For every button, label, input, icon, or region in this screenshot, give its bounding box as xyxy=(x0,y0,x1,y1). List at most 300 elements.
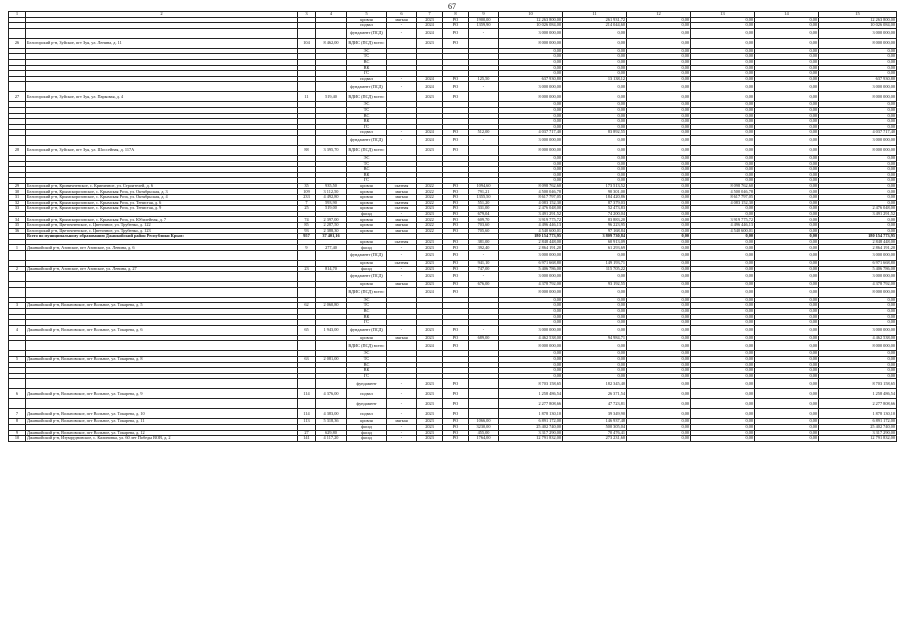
table-cell: 0,00 xyxy=(755,325,819,335)
table-cell: РО xyxy=(443,389,469,399)
table-row xyxy=(9,287,897,297)
table-cell: 0,00 xyxy=(627,17,691,23)
table-cell xyxy=(316,399,347,409)
table-cell: Белогорский р-н, Зуйское, пгт Зуя, ул. Ленина, д. 11 xyxy=(26,38,298,48)
table-cell: РО xyxy=(443,341,469,351)
table-cell: фундамент xyxy=(347,399,387,409)
table-cell: ВС xyxy=(347,167,387,173)
table-cell: - xyxy=(387,130,417,136)
table-cell: 182 345,40 xyxy=(563,379,627,389)
table-cell: 0,00 xyxy=(563,351,627,357)
table-cell: 3230,00 xyxy=(469,424,499,430)
table-cell: 0,00 xyxy=(755,272,819,282)
table-cell: 2023 xyxy=(417,261,443,267)
table-cell: 0,00 xyxy=(627,239,691,245)
table-cell: 0,00 xyxy=(691,308,755,314)
table-cell: 4 540 600,01 xyxy=(691,228,755,234)
table-cell: 0,00 xyxy=(819,195,897,201)
table-cell: 0,00 xyxy=(627,245,691,251)
table-cell: 0,00 xyxy=(691,48,755,54)
table-cell: - xyxy=(387,272,417,282)
table-cell: 2024 xyxy=(417,287,443,297)
table-cell: 7 xyxy=(9,409,26,419)
table-cell: 3 000 000,00 xyxy=(499,28,563,38)
table-cell: 97 168,84 xyxy=(563,228,627,234)
table-cell: 47 723,81 xyxy=(563,399,627,409)
table-cell: Джанкойский р-н, Вольновское, пгт Вольное, ул. Токарева, д. 8 xyxy=(26,356,298,362)
table-cell: скатная xyxy=(387,183,417,189)
table-cell xyxy=(316,135,347,145)
table-cell: 3 491 291,52 xyxy=(819,211,897,217)
table-cell: Белогорский р-н, Крымскорозовское, с. Крымская Роза, ул. Тенистая, д. 9 xyxy=(26,206,298,212)
table-cell: 0,00 xyxy=(499,297,563,303)
table-cell: 0,00 xyxy=(499,113,563,119)
table-cell: 32 xyxy=(9,200,26,206)
table-cell: 0,00 xyxy=(819,320,897,326)
table-cell: кровля xyxy=(347,195,387,201)
table-cell: 4 378 792,00 xyxy=(819,282,897,288)
table-cell: РО xyxy=(443,92,469,102)
table-cell: 2 848 448,00 xyxy=(499,239,563,245)
table-cell: - xyxy=(469,82,499,92)
table-cell: 0,00 xyxy=(755,373,819,379)
table-cell: 0,00 xyxy=(819,368,897,374)
table-cell: 9 xyxy=(9,430,26,436)
table-cell: 0,00 xyxy=(627,119,691,125)
table-cell: 2022 xyxy=(417,189,443,195)
table-cell: 25 402 740,00 xyxy=(499,424,563,430)
table-cell: ГС xyxy=(347,178,387,184)
table-cell: 11 xyxy=(298,92,316,102)
table-cell: 2023 xyxy=(417,38,443,48)
table-cell: 0,00 xyxy=(691,119,755,125)
table-cell xyxy=(316,28,347,38)
column-number: 6 xyxy=(387,12,417,18)
table-cell: 0,00 xyxy=(499,351,563,357)
table-cell: 8 617 797,05 xyxy=(691,195,755,201)
table-cell: Джанкойский р-н, Вольновское, пгт Вольное, ул. Токарева, д. 5 xyxy=(26,303,298,309)
table-cell: 0,00 xyxy=(819,119,897,125)
table-cell: 0,00 xyxy=(563,320,627,326)
table-cell: 90 301,00 xyxy=(563,189,627,195)
table-cell: Белогорский р-н, Цветочненское, с. Цветочное, ул. Трубенко, д. 122 xyxy=(26,223,298,229)
table-cell: 0,00 xyxy=(627,320,691,326)
table-cell: 0,00 xyxy=(691,335,755,341)
table-cell: 0,00 xyxy=(819,356,897,362)
table-cell: 0,00 xyxy=(627,261,691,267)
table-cell xyxy=(387,341,417,351)
table-cell xyxy=(26,399,298,409)
table-cell: 0,00 xyxy=(755,261,819,267)
column-number: 14 xyxy=(755,12,819,18)
column-number: 10 xyxy=(499,12,563,18)
table-cell: фундамент (ПСД) xyxy=(347,251,387,261)
table-cell: РО xyxy=(443,436,469,442)
table-cell xyxy=(26,287,298,297)
table-cell: 0,00 xyxy=(627,124,691,130)
table-cell: 4 037 717,40 xyxy=(499,130,563,136)
table-cell: 8 000 000,00 xyxy=(819,145,897,155)
table-cell: 0,00 xyxy=(755,189,819,195)
table-cell: 26 xyxy=(9,38,26,48)
table-cell: ТС xyxy=(347,107,387,113)
table-cell: 331,00 xyxy=(469,206,499,212)
table-cell: 0,00 xyxy=(627,368,691,374)
table-cell: 0,00 xyxy=(755,54,819,60)
table-cell: 0,00 xyxy=(691,368,755,374)
table-cell: 0,00 xyxy=(755,195,819,201)
table-cell: 12 263 800,00 xyxy=(819,17,897,23)
table-cell: 0,00 xyxy=(691,155,755,161)
table-cell: 0,00 xyxy=(499,124,563,130)
table-cell: 0,00 xyxy=(627,23,691,29)
table-cell: 3 809 730,84 xyxy=(563,234,627,240)
table-cell: 0,00 xyxy=(691,419,755,425)
table-cell: 8 703 158,65 xyxy=(819,379,897,389)
table-cell: 0,00 xyxy=(691,373,755,379)
table-cell: 814,70 xyxy=(316,266,347,272)
table-cell: 2023 xyxy=(417,424,443,430)
table-cell: 3 000 000,00 xyxy=(499,251,563,261)
table-cell: 12 791 832,00 xyxy=(499,436,563,442)
table-cell: 0,00 xyxy=(563,102,627,108)
table-cell: РО xyxy=(443,399,469,409)
table-cell xyxy=(469,341,499,351)
table-cell: 0,00 xyxy=(563,251,627,261)
table-cell: 0,00 xyxy=(755,436,819,442)
table-cell: 0,00 xyxy=(499,59,563,65)
table-cell: мягкая xyxy=(387,217,417,223)
table-cell: 629,80 xyxy=(316,430,347,436)
table-cell: 0,00 xyxy=(819,65,897,71)
table-cell: РО xyxy=(443,335,469,341)
table-cell: 0,00 xyxy=(755,320,819,326)
table-cell: фасад xyxy=(347,266,387,272)
table-cell: 4 083 152,30 xyxy=(499,200,563,206)
table-cell: 52 473,83 xyxy=(563,206,627,212)
table-cell: 83 883,20 xyxy=(563,217,627,223)
table-cell: - xyxy=(387,28,417,38)
table-cell: 61 293,69 xyxy=(563,245,627,251)
table-cell: 0,00 xyxy=(755,399,819,409)
table-cell: 0,00 xyxy=(755,351,819,357)
table-cell: фасад xyxy=(347,436,387,442)
table-cell: 0,00 xyxy=(499,65,563,71)
table-cell: 0,00 xyxy=(563,38,627,48)
table-cell: кровля xyxy=(347,335,387,341)
table-cell: 0,00 xyxy=(691,320,755,326)
table-cell: 2023 xyxy=(417,145,443,155)
table-cell: 39 349,90 xyxy=(563,409,627,419)
table-cell: 37 401,16 xyxy=(316,234,347,240)
table-cell: 0,00 xyxy=(755,71,819,77)
table-cell: 0,00 xyxy=(755,82,819,92)
table-cell: 0,00 xyxy=(563,155,627,161)
table-cell: 2 060,80 xyxy=(316,303,347,309)
table-cell: РО xyxy=(443,409,469,419)
table-cell: 941,10 xyxy=(469,261,499,267)
table-cell: 4 496 446,13 xyxy=(691,223,755,229)
table-cell: 2023 xyxy=(417,92,443,102)
table-cell: 0,00 xyxy=(755,368,819,374)
table-cell: 0,00 xyxy=(819,161,897,167)
table-cell: 2024 xyxy=(417,82,443,92)
table-row xyxy=(9,92,897,102)
table-cell: 2024 xyxy=(417,130,443,136)
table-cell: 0,00 xyxy=(691,23,755,29)
table-cell: 23 xyxy=(298,266,316,272)
table-cell: 0,00 xyxy=(627,145,691,155)
table-cell: 609,70 xyxy=(469,217,499,223)
table-cell: 0,00 xyxy=(627,314,691,320)
table-cell xyxy=(26,272,298,282)
table-cell xyxy=(26,251,298,261)
table-cell: 3 000 000,00 xyxy=(819,82,897,92)
table-cell: 0,00 xyxy=(691,145,755,155)
table-cell: скатная xyxy=(387,261,417,267)
table-row xyxy=(9,145,897,155)
table-cell: 0,00 xyxy=(627,297,691,303)
table-cell: 3 395,70 xyxy=(316,145,347,155)
table-cell: 0,00 xyxy=(819,183,897,189)
table-cell: фасад xyxy=(347,211,387,217)
table-cell: 0,00 xyxy=(755,228,819,234)
table-cell: 0,00 xyxy=(627,71,691,77)
column-number: 13 xyxy=(691,12,755,18)
table-cell: 109 xyxy=(298,189,316,195)
table-cell: 0,00 xyxy=(755,239,819,245)
table-cell: 0,00 xyxy=(819,373,897,379)
table-cell: кровля xyxy=(347,282,387,288)
table-cell: 4 378 792,00 xyxy=(499,282,563,288)
table-cell: РО xyxy=(443,17,469,23)
table-cell: 0,00 xyxy=(563,48,627,54)
table-cell xyxy=(387,38,417,48)
table-cell: 0,00 xyxy=(627,335,691,341)
table-cell: 0,00 xyxy=(627,65,691,71)
table-cell: 0,00 xyxy=(819,178,897,184)
table-cell: РО xyxy=(443,245,469,251)
table-cell: мягкая xyxy=(387,195,417,201)
table-cell: 2023 xyxy=(417,409,443,419)
table-cell: 0,00 xyxy=(499,178,563,184)
table-cell: 65 xyxy=(298,325,316,335)
table-cell: 0,00 xyxy=(755,217,819,223)
table-cell: 0,00 xyxy=(691,282,755,288)
table-cell: 0,00 xyxy=(691,430,755,436)
table-cell: Белогорский р-н, Зуйское, пгт Зуя, ул. Парковая, д. 4 xyxy=(26,92,298,102)
table-cell xyxy=(26,82,298,92)
table-cell: 0,00 xyxy=(627,325,691,335)
table-cell: 0,00 xyxy=(627,228,691,234)
table-cell: - xyxy=(387,399,417,409)
table-cell xyxy=(316,341,347,351)
table-cell: 0,00 xyxy=(563,92,627,102)
table-cell: 0,00 xyxy=(755,172,819,178)
table-cell: 146 937,48 xyxy=(563,419,627,425)
table-cell: 2023 xyxy=(417,335,443,341)
table-cell: 0,00 xyxy=(691,287,755,297)
table-cell: 3 000 000,00 xyxy=(819,272,897,282)
table-cell: 0,00 xyxy=(819,223,897,229)
table-cell: подвал xyxy=(347,130,387,136)
table-cell: 0,00 xyxy=(691,325,755,335)
table-cell: 0,00 xyxy=(499,167,563,173)
table-cell: 1 258 486,54 xyxy=(499,389,563,399)
table-cell: 0,00 xyxy=(819,172,897,178)
table-cell: 0,00 xyxy=(499,356,563,362)
table-cell: 455,00 xyxy=(469,430,499,436)
table-cell: 0,00 xyxy=(691,28,755,38)
table-cell: скатная xyxy=(387,200,417,206)
table-cell: 0,00 xyxy=(755,48,819,54)
table-cell xyxy=(9,379,26,389)
table-cell: 0,00 xyxy=(755,130,819,136)
table-cell xyxy=(298,399,316,409)
table-cell: 0,00 xyxy=(819,362,897,368)
table-cell: 1359,90 xyxy=(469,23,499,29)
table-cell: Белогорский р-н, Зуйское, пгт Зуя, ул. Шоссейная, д. 117А xyxy=(26,145,298,155)
table-cell: ЭС xyxy=(347,155,387,161)
table-cell: 0,00 xyxy=(819,189,897,195)
table-cell: 3 000 000,00 xyxy=(819,135,897,145)
table-cell: 0,00 xyxy=(755,297,819,303)
table-cell: 85 xyxy=(298,223,316,229)
table-cell: 0,00 xyxy=(755,335,819,341)
table-cell: 0,00 xyxy=(627,178,691,184)
table-cell: подвал xyxy=(347,76,387,82)
table-cell: 2022 xyxy=(417,217,443,223)
table-cell: 2023 xyxy=(417,436,443,442)
table-cell: 0,00 xyxy=(499,362,563,368)
table-cell: 3 000 000,00 xyxy=(819,28,897,38)
table-cell: 4 540 600,01 xyxy=(499,228,563,234)
table-cell: мягкая xyxy=(387,17,417,23)
table-cell: 689,00 xyxy=(469,335,499,341)
table-cell xyxy=(298,28,316,38)
table-cell: РО xyxy=(443,145,469,155)
table-cell xyxy=(9,251,26,261)
table-cell: - xyxy=(469,251,499,261)
table-cell: ВДИС (ПСД) всего: xyxy=(347,341,387,351)
table-cell: 7 xyxy=(298,200,316,206)
table-cell: Белогорский р-н, Крымскорозовское, с. Крымская Роза, ул. Октябрьская, д. 3 xyxy=(26,189,298,195)
table-cell xyxy=(387,287,417,297)
table-cell: 2023 xyxy=(417,206,443,212)
capital-repair-table xyxy=(8,11,897,442)
table-cell: РО xyxy=(443,189,469,195)
table-cell: 0,00 xyxy=(627,48,691,54)
table-cell: 2 476 048,00 xyxy=(819,206,897,212)
table-cell: 703,60 xyxy=(469,223,499,229)
table-cell: 0,00 xyxy=(819,155,897,161)
table-cell: мягкая xyxy=(387,335,417,341)
table-cell: РО xyxy=(443,272,469,282)
table-cell: - xyxy=(387,409,417,419)
table-cell: 2023 xyxy=(417,389,443,399)
table-cell xyxy=(9,399,26,409)
table-cell: 0,00 xyxy=(755,424,819,430)
table-cell: кровля xyxy=(347,223,387,229)
table-cell: 104 xyxy=(298,38,316,48)
table-cell: 1094,60 xyxy=(469,183,499,189)
table-cell: 8 098 762,60 xyxy=(691,183,755,189)
table-cell: 93 192,55 xyxy=(563,282,627,288)
table-cell: 0,00 xyxy=(691,399,755,409)
table-cell: ТС xyxy=(347,356,387,362)
table-cell: 2022 xyxy=(417,200,443,206)
table-cell: мягкая xyxy=(387,189,417,195)
table-cell: 6 891 172,00 xyxy=(499,419,563,425)
table-cell: 2023 xyxy=(417,430,443,436)
table-cell: 0,00 xyxy=(755,206,819,212)
column-number: 1 xyxy=(9,12,26,18)
table-cell: 87 379,03 xyxy=(563,200,627,206)
table-cell: 0,00 xyxy=(755,314,819,320)
table-cell: - xyxy=(469,325,499,335)
table-cell: 0,00 xyxy=(627,167,691,173)
table-cell: 0,00 xyxy=(627,266,691,272)
table-cell: 0,00 xyxy=(755,59,819,65)
table-cell: кровля xyxy=(347,200,387,206)
table-cell: 637 930,80 xyxy=(499,76,563,82)
table-cell: РО xyxy=(443,38,469,48)
table-cell: 0,00 xyxy=(627,38,691,48)
table-cell: 2 848 448,00 xyxy=(819,239,897,245)
table-cell: РО xyxy=(443,76,469,82)
table-cell: 0,00 xyxy=(819,297,897,303)
table-cell: 8 098 762,60 xyxy=(499,183,563,189)
table-cell: 0,00 xyxy=(627,82,691,92)
table-cell: 0,00 xyxy=(627,223,691,229)
table-cell: 30 xyxy=(9,189,26,195)
table-cell: 0,00 xyxy=(627,211,691,217)
table-cell: кровля xyxy=(347,206,387,212)
table-cell: 2023 xyxy=(417,419,443,425)
table-cell: РО xyxy=(443,82,469,92)
table-cell: 519,00 xyxy=(316,206,347,212)
table-cell: 0,00 xyxy=(755,200,819,206)
table-cell: 0,00 xyxy=(627,189,691,195)
table-cell: 0,00 xyxy=(691,71,755,77)
table-cell: 233 xyxy=(298,195,316,201)
table-cell xyxy=(298,135,316,145)
table-cell: 0,00 xyxy=(627,272,691,282)
table-cell: 2022 xyxy=(417,228,443,234)
table-cell: 0,00 xyxy=(755,65,819,71)
table-cell: 0,00 xyxy=(691,38,755,48)
table-cell: 0,00 xyxy=(691,272,755,282)
table-cell xyxy=(9,287,26,297)
table-cell: 0,00 xyxy=(627,282,691,288)
table-cell: 4 xyxy=(9,325,26,335)
table-cell: 0,00 xyxy=(755,430,819,436)
table-cell: 0,00 xyxy=(691,124,755,130)
table-cell: 0,00 xyxy=(499,368,563,374)
table-cell: 34 xyxy=(9,217,26,223)
table-cell: 2022 xyxy=(417,183,443,189)
table-cell: 2023 xyxy=(417,399,443,409)
table-cell: 3 xyxy=(9,303,26,309)
table-cell: 0,00 xyxy=(691,389,755,399)
table-row xyxy=(9,379,897,389)
table-cell: 2 xyxy=(9,266,26,272)
table-row xyxy=(9,251,897,261)
table-cell: 0,00 xyxy=(627,130,691,136)
table-cell: 0,00 xyxy=(755,287,819,297)
table-cell: - xyxy=(469,135,499,145)
table-cell: ВДИС (ПСД) всего: xyxy=(347,92,387,102)
